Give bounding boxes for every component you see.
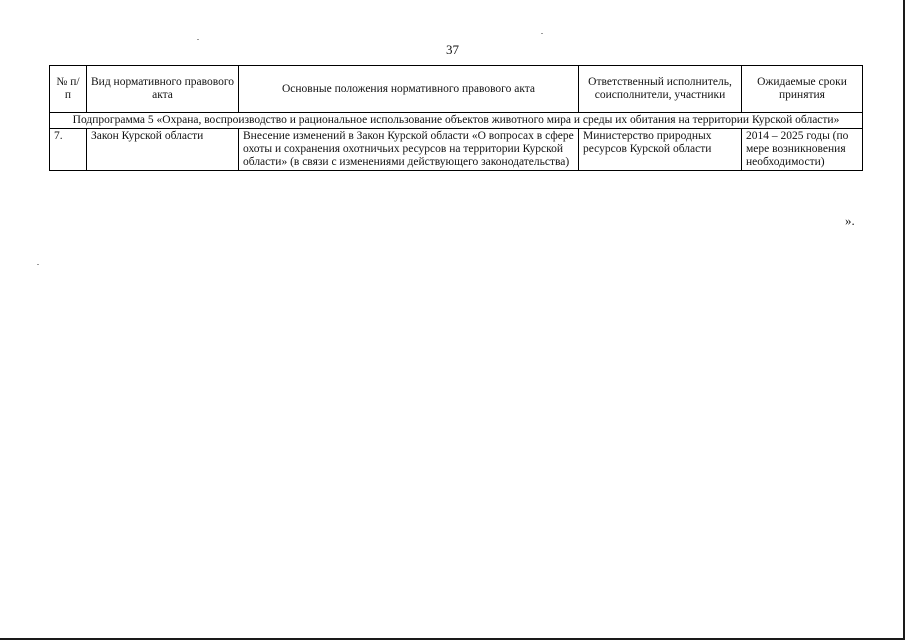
header-responsible: Ответственный исполнитель, соисполнители, участники [579,66,742,113]
header-main-provisions: Основные положения нормативного правового акта [239,66,579,113]
row-expected-dates: 2014 – 2025 годы (по мере возникновения необходимости) [742,129,863,171]
scan-speck [541,33,543,34]
scan-speck [197,39,199,40]
header-number: № п/п [50,66,87,113]
header-act-type: Вид нормативного правового акта [87,66,239,113]
subprogram-row [50,113,863,129]
scan-speck [37,264,39,265]
row-responsible: Министерство природных ресурсов Курской области [579,129,742,171]
table-row [50,129,863,171]
closing-quote-mark: ». [845,213,855,228]
page-number: 37 [446,42,459,57]
header-expected-dates: Ожидаемые сроки принятия [742,66,863,113]
row-number: 7. [50,129,87,171]
subprogram-title: Подпрограмма 5 «Охрана, воспроизводство и рациональное использование объектов животного мира и среды их обитания на территории Курской области» [50,113,863,129]
legal-acts-table [49,65,863,171]
table-header-row [50,66,863,113]
row-act-type: Закон Курской области [87,129,239,171]
row-main-provisions: Внесение изменений в Закон Курской области «О вопросах в сфере охоты и сохранения охотничьих ресурсов на территории Курской области» (в связи с изменениями действующего законодательства) [239,129,579,171]
